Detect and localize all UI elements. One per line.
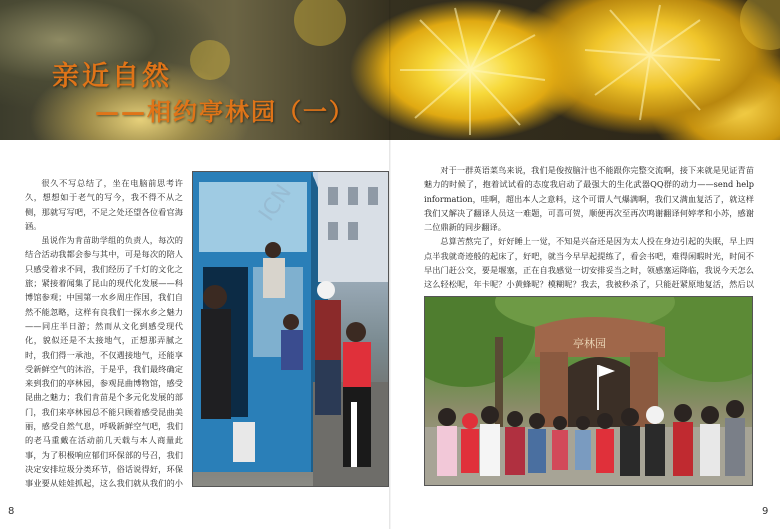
page-number-right: 9	[762, 506, 769, 517]
page-gutter	[389, 0, 391, 529]
article-paragraph: 很久不写总结了，坐在电脑前思考许久，想想如于老气的写今，我不得不从之侧，那就写写吧，不足之处还望各位看官海涵。	[25, 178, 183, 231]
watermark-text: ICN	[254, 180, 297, 227]
park-gate-graphic	[425, 297, 752, 485]
article-paragraph: 对于一群英语菜鸟来说，我们是俊按脑汁也不能跟你完整交流啊，接下来就是见证青苗魅力的时候了，抱着试试看的态度我启动了最强大的生化武器QQ群的动力——send help information，哇啊，超出本人之意料，这个可谓人气爆满啊，我们又满血复活了，就这样我们又解决了翻译人员这一难题，可喜可贺，顺便再次至再次鸣谢翻译何婷孝和小苏，感谢二位鼎新的同步翻译。	[424, 165, 754, 233]
park-gate-photo	[424, 296, 753, 486]
left-article-column	[25, 176, 183, 494]
page-title: 亲近自然	[52, 61, 172, 92]
right-article-column	[424, 163, 754, 292]
page-number-left: 8	[8, 506, 15, 517]
page-subtitle: ——相约亭林园（一）	[95, 97, 355, 126]
gate-sign-text: 亭林园	[573, 337, 606, 350]
article-paragraph: 总算苦熬完了，好好睡上一觉，不知是兴奋还是因为太人投在身边引起的失眠，早上四点半我就奇迹般的起床了，好吧，就当今早早起提练了，看会书吧，难得闲暇时光，时间不早出门赶公交，要是堰塞，正在自我感觉一切安排妥当之时，领感塞运降临，我说今天怎么这么轻松呢，年卡呢？小黄蜂呢？模糊呢？我去，我被秒杀了，只能赶紧原地复活，然后以	[424, 236, 754, 290]
article-paragraph: 虽说作为肯苗助学组的负责人，每次的结合活动我都会参与其中，可是每次的陪人只感受着求不同，我们经历了千灯的文化之旅；紧接着闻集了昆山的现代化发展——科博馆参观；中国第一水乡周庄作国，我们自然不能忽略，这样有良我们一探水乡之魅力——同庄半日游；然而从文化到感受现代化，貌似还是不太接地气，正想那弄腻之时，我们得一承池，不仅遇接地气，还能享受新鲜空气的沐浴，于是乎，我们最终确定来到我们的亭林园，参观昆曲博物馆，感受昆曲之魅力；我们肯苗是个多元化发展的部门，我们来亭林园总不能只顾着感受昆曲美丽，感受自然气息，呼吸新鲜空气吧，我们的老马重戴在活动前几天载与本人商量此事，为了积极响应郁们环保部的号召，我们决定安排垃圾分类环节，俗话说得好，环保事业要从娃娃抓起，这么我们就从我们的小	[25, 235, 183, 489]
bus-scene-graphic	[193, 172, 388, 486]
bus-boarding-photo	[192, 171, 389, 487]
